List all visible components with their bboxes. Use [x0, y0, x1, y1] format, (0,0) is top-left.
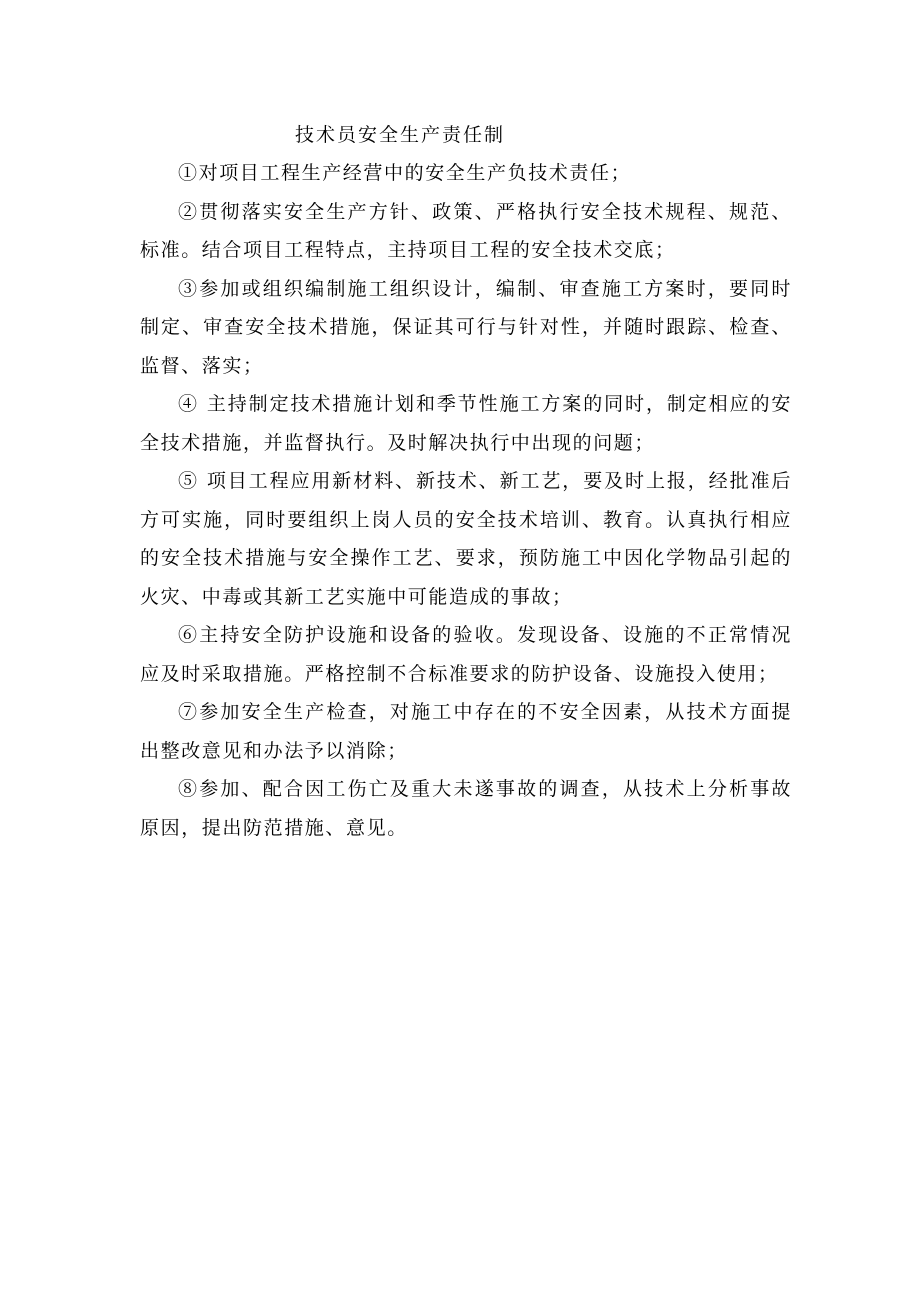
clause-1: ①对项目工程生产经营中的安全生产负技术责任； [178, 162, 632, 184]
clause-2: ②贯彻落实安全生产方针、政策、严格执行安全技术规程、规范、标准。结合项目工程特点，主持项目工程的安全技术交底； [140, 200, 792, 261]
clause-5: ⑤ 项目工程应用新材料、新技术、新工艺，要及时上报，经批准后方可实施，同时要组织上岗人员的安全技术培训、教育。认真执行相应的安全技术措施与安全操作工艺、要求，预防施工中因化学物品引起的火灾、中毒或其新工艺实施中可能造成的事故； [140, 470, 792, 608]
document-body [140, 116, 792, 847]
clause-6: ⑥主持安全防护设施和设备的验收。发现设备、设施的不正常情况应及时采取措施。严格控制不合标准要求的防护设备、设施投入使用； [140, 624, 792, 685]
document-title: 技术员安全生产责任制 [295, 124, 506, 146]
clause-4: ④ 主持制定技术措施计划和季节性施工方案的同时，制定相应的安全技术措施，并监督执行。及时解决执行中出现的问题； [140, 393, 792, 454]
clause-3: ③参加或组织编制施工组织设计，编制、审查施工方案时，要同时制定、审查安全技术措施，保证其可行与针对性，并随时跟踪、检查、监督、落实； [140, 277, 792, 377]
clause-8: ⑧参加、配合因工伤亡及重大未遂事故的调查，从技术上分析事故原因，提出防范措施、意见。 [140, 778, 792, 839]
clause-7: ⑦参加安全生产检查，对施工中存在的不安全因素，从技术方面提出整改意见和办法予以消除； [140, 701, 792, 762]
